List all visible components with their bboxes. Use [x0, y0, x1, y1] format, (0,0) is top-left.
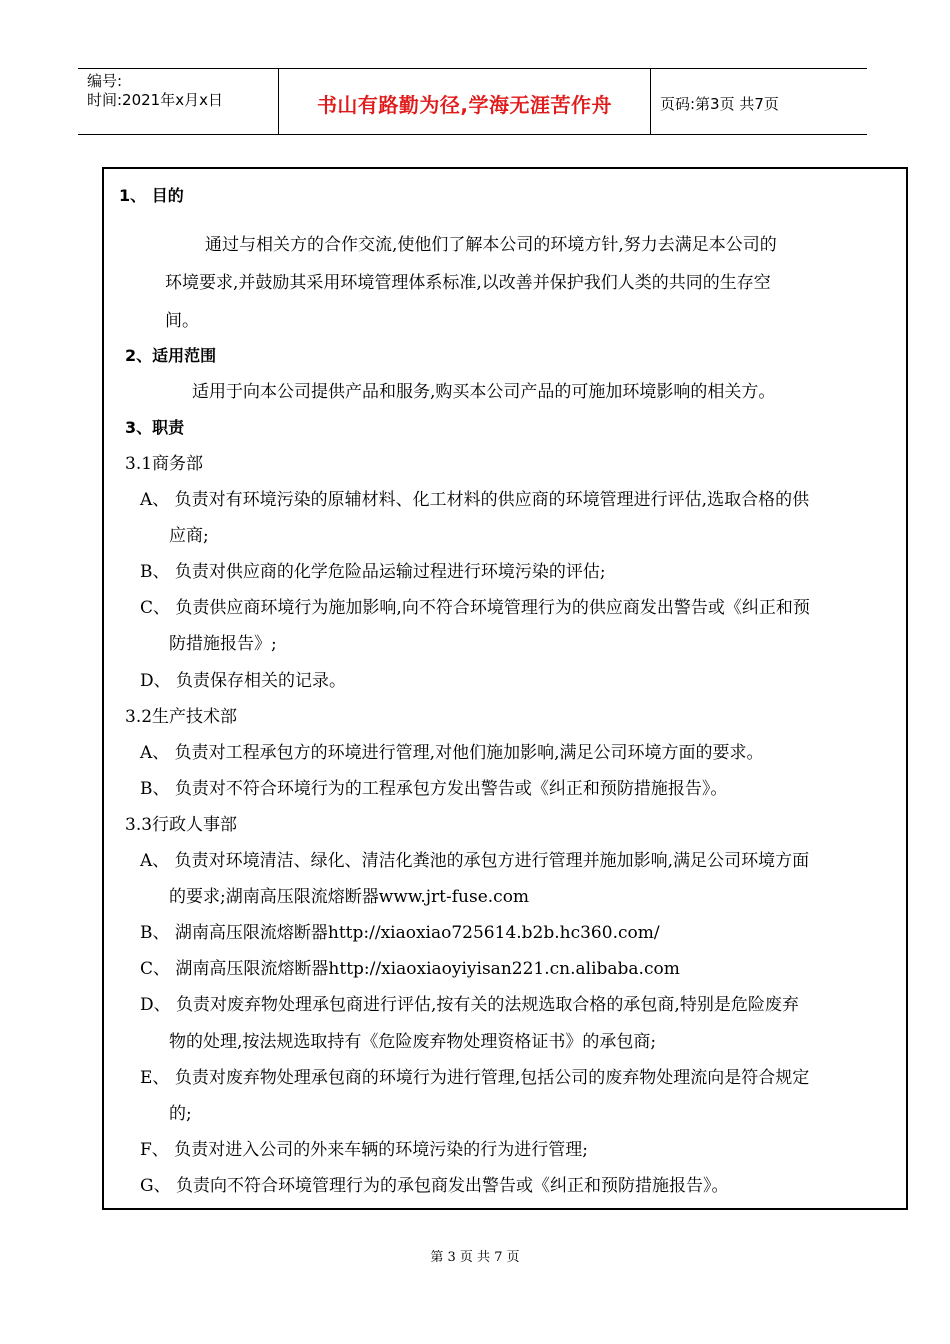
section-duties-title: 3、职责: [125, 418, 185, 437]
admin-item-g: G、 负责向不符合环境管理行为的承包商发出警告或《纠正和预防措施报告》。: [140, 1176, 729, 1196]
header-motto: 书山有路勤为径,学海无涯苦作舟: [279, 69, 651, 134]
document-code-label: 编号:: [87, 72, 123, 90]
commerce-item-b: B、 负责对供应商的化学危险品运输过程进行环境污染的评估;: [140, 562, 606, 582]
admin-item-a-line-1: A、 负责对环境清洁、绿化、清洁化粪池的承包方进行管理并施加影响,满足公司环境方面: [140, 851, 810, 871]
header-meta: [78, 69, 279, 134]
commerce-item-a-line-2: 应商;: [169, 526, 209, 546]
subsection-commerce-title: 3.1商务部: [125, 454, 204, 474]
admin-item-a-line-2: 的要求;湖南高压限流熔断器www.jrt-fuse.com: [169, 887, 530, 907]
admin-item-d-line-1: D、 负责对废弃物处理承包商进行评估,按有关的法规选取合格的承包商,特别是危险废弃: [140, 995, 799, 1015]
admin-item-c: C、 湖南高压限流熔断器http://xiaoxiaoyiyisan221.cn.alibaba.com: [140, 959, 680, 979]
commerce-item-c-line-1: C、 负责供应商环境行为施加影响,向不符合环境管理行为的供应商发出警告或《纠正和预: [140, 598, 810, 618]
admin-item-d-line-2: 物的处理,按法规选取持有《危险废弃物处理资格证书》的承包商;: [169, 1032, 657, 1052]
section-scope-title: 2、适用范围: [125, 346, 217, 365]
admin-item-f: F、 负责对进入公司的外来车辆的环境污染的行为进行管理;: [140, 1140, 588, 1160]
purpose-line-2: 环境要求,并鼓励其采用环境管理体系标准,以改善并保护我们人类的共同的生存空: [165, 273, 771, 293]
purpose-line-1: 通过与相关方的合作交流,使他们了解本公司的环境方针,努力去满足本公司的: [205, 235, 777, 255]
commerce-item-a-line-1: A、 负责对有环境污染的原辅材料、化工材料的供应商的环境管理进行评估,选取合格的供: [140, 490, 810, 510]
document-header: [78, 68, 867, 135]
admin-item-e-line-2: 的;: [169, 1104, 192, 1124]
scope-line: 适用于向本公司提供产品和服务,购买本公司产品的可施加环境影响的相关方。: [192, 382, 776, 402]
admin-item-e-line-1: E、 负责对废弃物处理承包商的环境行为进行管理,包括公司的废弃物处理流向是符合规定: [140, 1068, 810, 1088]
subsection-production-title: 3.2生产技术部: [125, 707, 238, 727]
commerce-item-c-line-2: 防措施报告》;: [169, 634, 277, 654]
page-footer: 第 3 页 共 7 页: [430, 1250, 520, 1265]
subsection-admin-title: 3.3行政人事部: [125, 815, 238, 835]
purpose-line-3: 间。: [165, 311, 199, 331]
admin-item-b: B、 湖南高压限流熔断器http://xiaoxiao725614.b2b.hc360.com/: [140, 923, 660, 943]
header-page-code: 页码:第3页 共7页: [660, 95, 779, 113]
production-item-a: A、 负责对工程承包方的环境进行管理,对他们施加影响,满足公司环境方面的要求。: [140, 743, 764, 763]
commerce-item-d: D、 负责保存相关的记录。: [140, 671, 347, 691]
production-item-b: B、 负责对不符合环境行为的工程承包方发出警告或《纠正和预防措施报告》。: [140, 779, 728, 799]
document-date: 时间:2021年x月x日: [87, 91, 223, 109]
section-purpose-title: 1、 目的: [119, 186, 184, 205]
